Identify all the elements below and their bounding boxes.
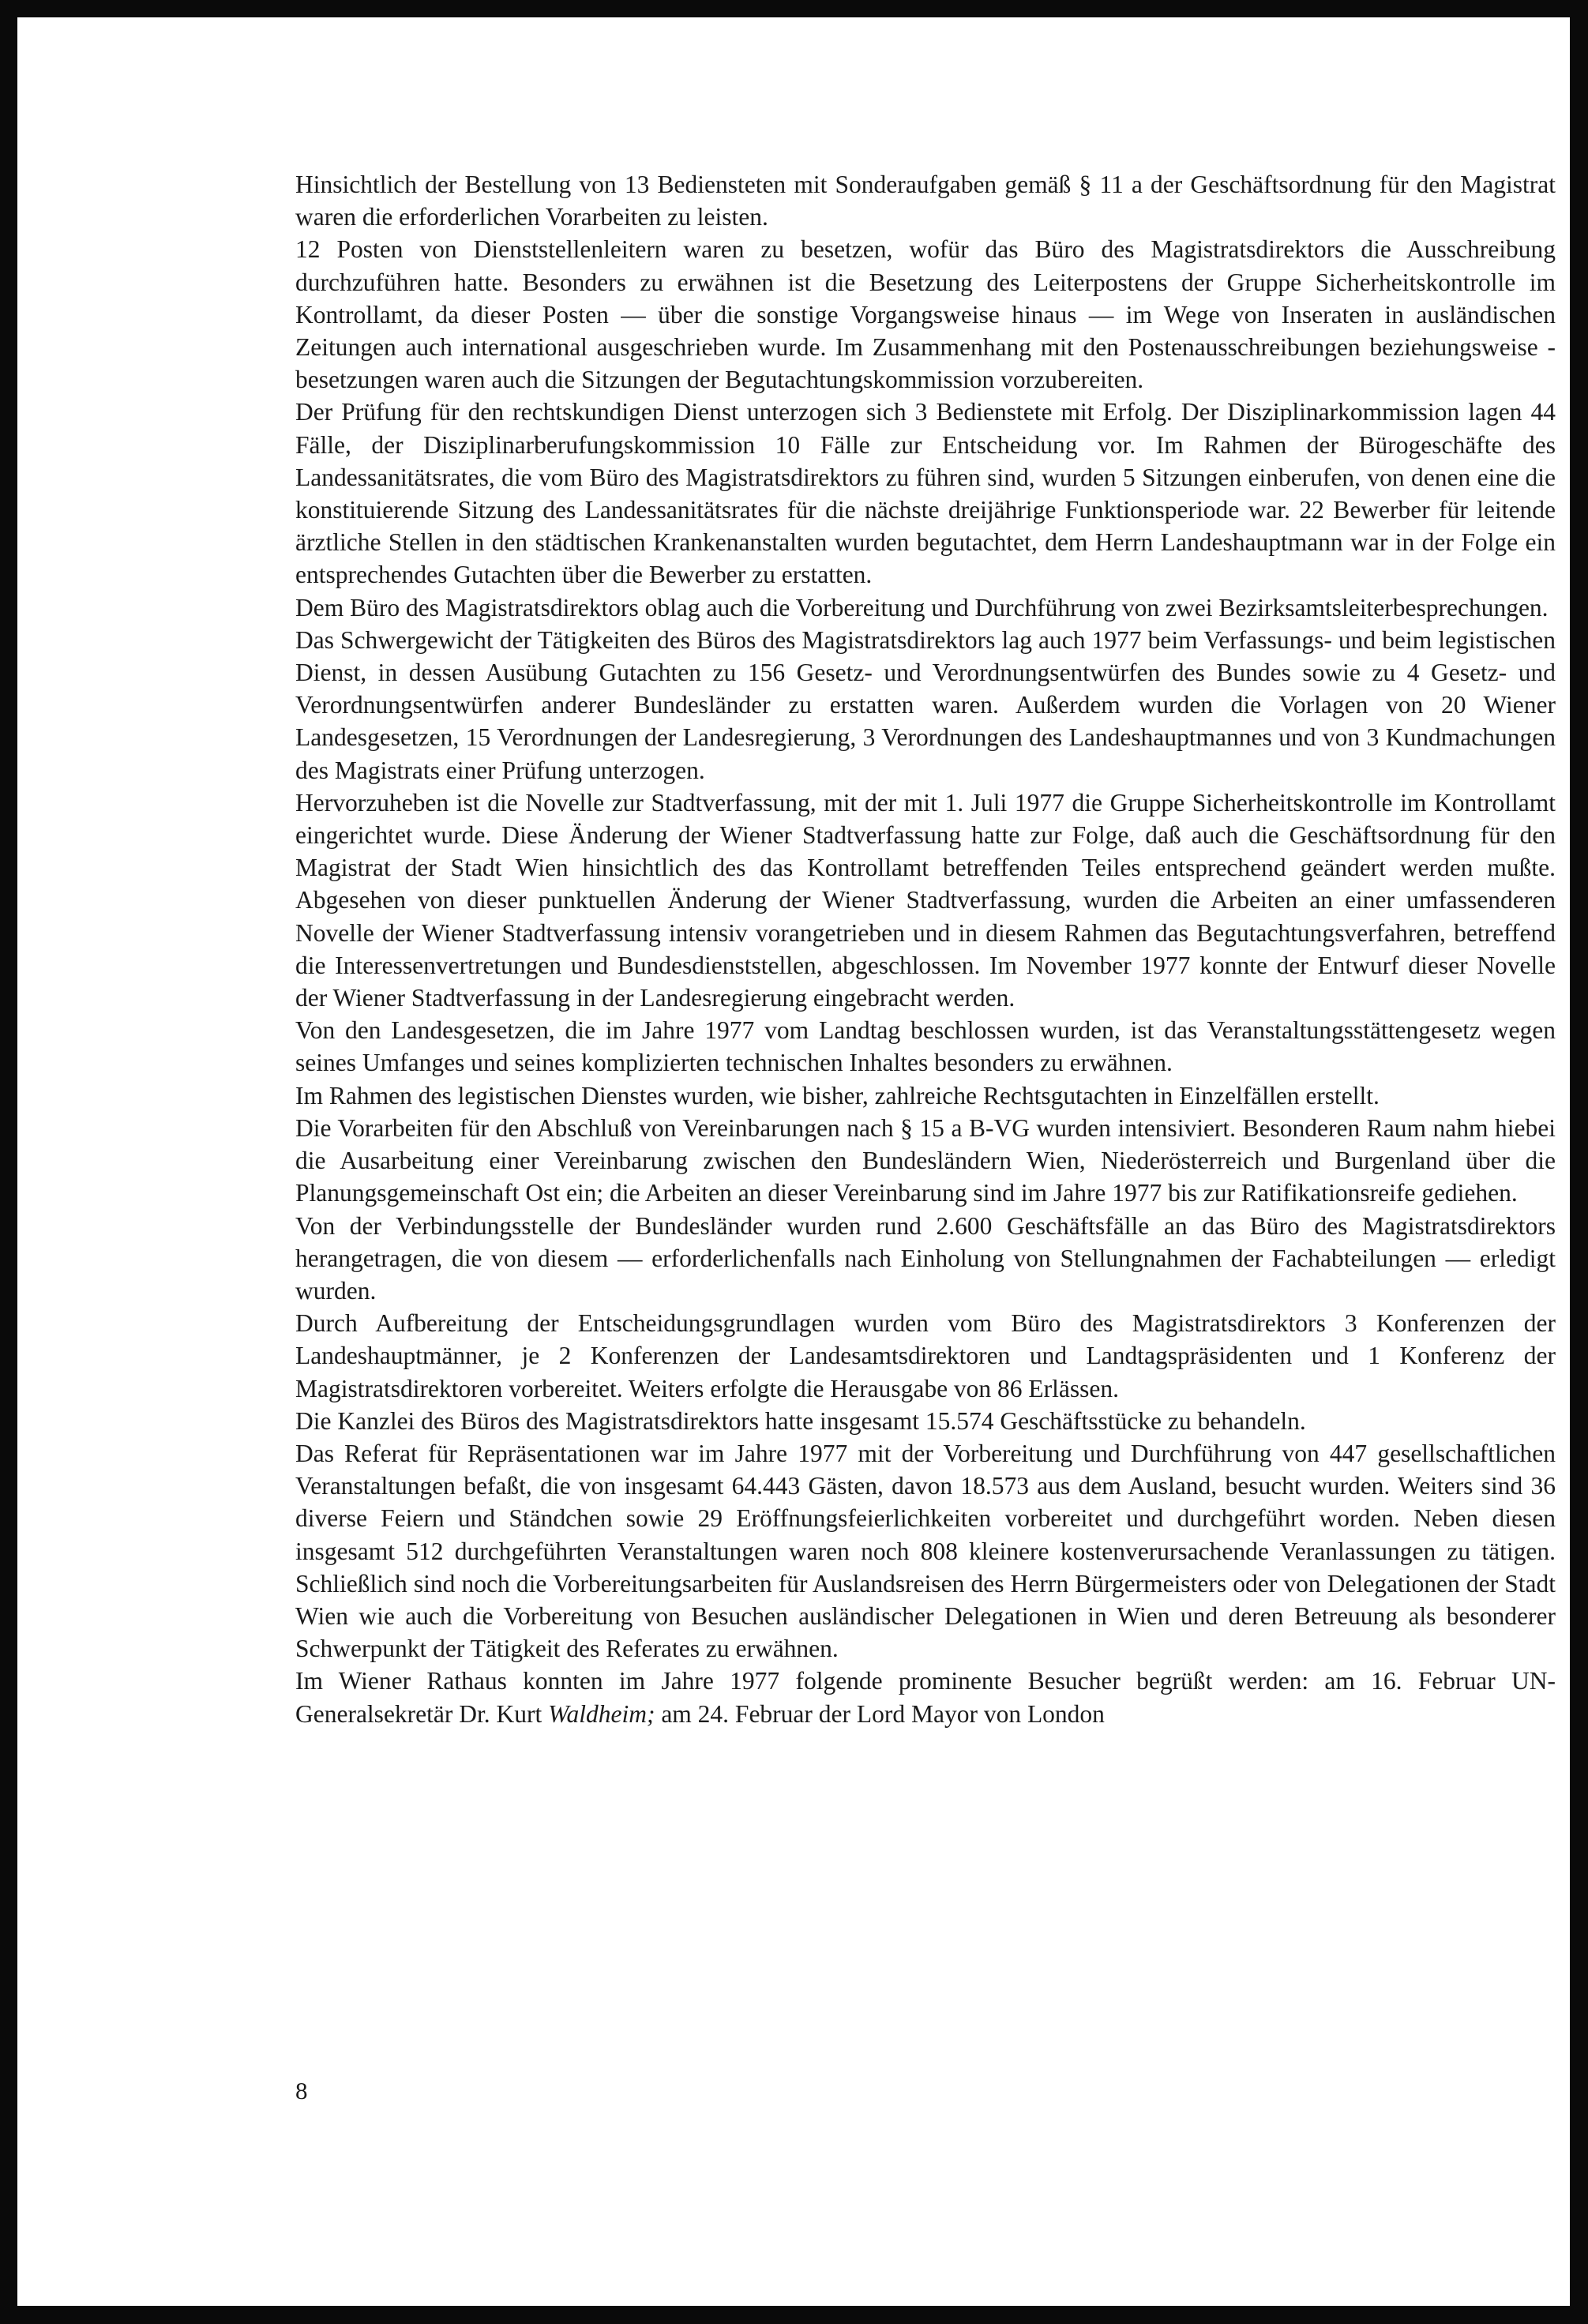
paragraph: Die Vorarbeiten für den Abschluß von Vereinbarungen nach § 15 a B-VG wurden intensiviert. Besonderen Raum nahm hiebei die Ausarbeitung einer Vereinbarung zwischen den Bundesländern Wien, Niederösterreich und Burgenland über die Planungsgemeinschaft Ost ein; die Arbeiten an dieser Vereinbarung sind im Jahre 1977 bis zur Ratifikationsreife gediehen. [295,1113,1556,1207]
italic-name: Waldheim; [548,1699,655,1728]
body-text [295,168,1556,1730]
paragraph-last-text: Im Wiener Rathaus konnten im Jahre 1977 folgende prominente Besucher begrüßt werden: am 16. Februar UN-Generalsekretär Dr. Kurt [295,1667,1556,1728]
paragraph: Von den Landesgesetzen, die im Jahre 1977 vom Landtag beschlossen wurden, ist das Veranstaltungsstättengesetz wegen seines Umfanges und seines komplizierten technischen Inhaltes besonders zu erwähnen. [295,1016,1556,1077]
paragraph: Hervorzuheben ist die Novelle zur Stadtverfassung, mit der mit 1. Juli 1977 die Gruppe Sicherheitskontrolle im Kontrollamt eingerichtet wurde. Diese Änderung der Wiener Stadtverfassung hatte zur Folge, daß auch die Geschäftsordnung für den Magistrat der Stadt Wien hinsichtlich des das Kontrollamt betreffenden Teiles entsprechend geändert werden mußte. Abgesehen von dieser punktuellen Änderung der Wiener Stadtverfassung, wurden die Arbeiten an einer umfassenderen Novelle der Wiener Stadtverfassung intensiv vorangetrieben und in diesem Rahmen das Begutachtungsverfahren, betreffend die Interessenvertretungen und Bundesdienststellen, abgeschlossen. Im November 1977 konnte der Entwurf dieser Novelle der Wiener Stadtverfassung in der Landesregierung eingebracht werden. [295,788,1556,1012]
paragraph: Im Rahmen des legistischen Dienstes wurden, wie bisher, zahlreiche Rechtsgutachten in Einzelfällen erstellt. [295,1081,1380,1109]
paragraph: Die Kanzlei des Büros des Magistratsdirektors hatte insgesamt 15.574 Geschäftsstücke zu behandeln. [295,1406,1306,1435]
document-page [17,17,1570,2306]
paragraph: Durch Aufbereitung der Entscheidungsgrundlagen wurden vom Büro des Magistratsdirektors 3 Konferenzen der Landeshauptmänner, je 2 Konferenzen der Landesamtsdirektoren und Landtagspräsidenten und 1 Konferenz der Magistratsdirektoren vorbereitet. Weiters erfolgte die Herausgabe von 86 Erlässen. [295,1309,1556,1402]
paragraph: Dem Büro des Magistratsdirektors oblag auch die Vorbereitung und Durchführung von zwei Bezirksamtsleiterbesprechungen. [295,593,1549,621]
paragraph-last [295,1665,1556,1729]
paragraph: 12 Posten von Dienststellenleitern waren zu besetzen, wofür das Büro des Magistratsdirektors die Ausschreibung durchzuführen hatte. Besonders zu erwähnen ist die Besetzung des Leiterpostens der Gruppe Sicherheitskontrolle im Kontrollamt, da dieser Posten — über die sonstige Vorgangsweise hinaus — im Wege von Inseraten in ausländischen Zeitungen auch international ausgeschrieben wurde. Im Zusammenhang mit den Postenausschreibungen beziehungsweise -besetzungen waren auch die Sitzungen der Begutachtungskommission vorzubereiten. [295,235,1556,394]
page-number: 8 [295,2077,308,2104]
paragraph: Der Prüfung für den rechtskundigen Dienst unterzogen sich 3 Bedienstete mit Erfolg. Der Disziplinarkommission lagen 44 Fälle, der Disziplinarberufungskommission 10 Fälle zur Entscheidung vor. Im Rahmen der Bürogeschäfte des Landessanitätsrates, die vom Büro des Magistratsdirektors zu führen sind, wurden 5 Sitzungen einberufen, von denen eine die konstituierende Sitzung des Landessanitätsrates für die nächste dreijährige Funktionsperiode war. 22 Bewerber für leitende ärztliche Stellen in den städtischen Krankenanstalten wurden begutachtet, dem Herrn Landeshauptmann war in der Folge ein entsprechendes Gutachten über die Bewerber zu erstatten. [295,398,1556,589]
paragraph: Das Schwergewicht der Tätigkeiten des Büros des Magistratsdirektors lag auch 1977 beim Verfassungs- und beim legistischen Dienst, in dessen Ausübung Gutachten zu 156 Gesetz- und Verordnungsentwürfen des Bundes sowie zu 4 Gesetz- und Verordnungsentwürfen anderer Bundesländer zu erstatten waren. Außerdem wurden die Vorlagen von 20 Wiener Landesgesetzen, 15 Verordnungen der Landesregierung, 3 Verordnungen des Landeshauptmannes und von 3 Kundmachungen des Magistrats einer Prüfung unterzogen. [295,625,1556,784]
paragraph: Von der Verbindungsstelle der Bundesländer wurden rund 2.600 Geschäftsfälle an das Büro des Magistratsdirektors herangetragen, die von diesem — erforderlichenfalls nach Einholung von Stellungnahmen der Fachabteilungen — erledigt wurden. [295,1211,1556,1305]
paragraph: Hinsichtlich der Bestellung von 13 Bediensteten mit Sonderaufgaben gemäß § 11 a der Geschäftsordnung für den Magistrat waren die erforderlichen Vorarbeiten zu leisten. [295,171,1556,231]
paragraph-last-tail: am 24. Februar der Lord Mayor von London [655,1699,1105,1728]
paragraph: Das Referat für Repräsentationen war im Jahre 1977 mit der Vorbereitung und Durchführung von 447 gesellschaftlichen Veranstaltungen befaßt, die von insgesamt 64.443 Gästen, davon 18.573 aus dem Ausland, besucht wurden. Weiters sind 36 diverse Feiern und Ständchen sowie 29 Eröffnungsfeierlichkeiten vorbereitet und durchgeführt worden. Neben diesen insgesamt 512 durchgeführten Veranstaltungen waren noch 808 kleinere kostenverursachende Veranlassungen zu tätigen. Schließlich sind noch die Vorbereitungsarbeiten für Auslandsreisen des Herrn Bürgermeisters oder von Delegationen der Stadt Wien wie auch die Vorbereitung von Besuchen ausländischer Delegationen in Wien und deren Betreuung als besonderer Schwerpunkt der Tätigkeit des Referates zu erwähnen. [295,1439,1556,1663]
